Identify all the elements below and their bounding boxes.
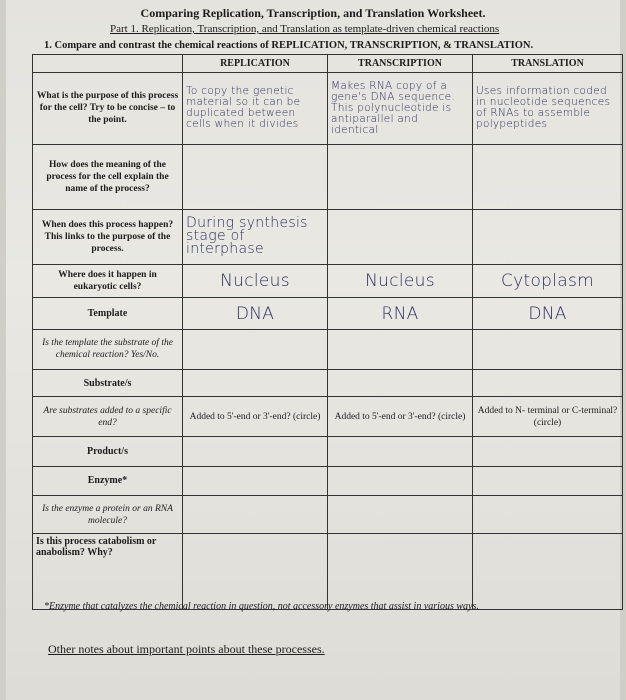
answer-cell[interactable]: DNA	[183, 298, 328, 330]
table-row	[33, 496, 623, 534]
answer-cell[interactable]	[183, 437, 328, 466]
table-header-row	[33, 55, 623, 73]
answer-cell[interactable]	[183, 329, 328, 369]
worksheet-title: Comparing Replication, Transcription, and Translation Worksheet.	[140, 6, 486, 20]
answer-cell[interactable]	[473, 466, 623, 495]
answer-cell[interactable]	[473, 329, 623, 369]
answer-cell[interactable]	[328, 534, 473, 610]
row-question: Are substrates added to a specific end?	[33, 397, 183, 437]
answer-cell[interactable]: RNA	[328, 298, 473, 330]
row-question: When does this process happen? This links to the purpose of the process.	[33, 209, 183, 264]
answer-cell[interactable]	[473, 369, 623, 396]
answer-cell[interactable]	[183, 496, 328, 534]
answer-cell[interactable]	[328, 209, 473, 264]
terminal-choice[interactable]: Added to N- terminal or C-terminal? (circle)	[473, 397, 623, 437]
table-row	[33, 209, 623, 264]
enzyme-footnote: *Enzyme that catalyzes the chemical reaction in question, not accessory enzymes that assist in various ways.	[44, 601, 479, 612]
row-question: Is the template the substrate of the chemical reaction? Yes/No.	[33, 329, 183, 369]
answer-cell[interactable]: DNA	[473, 298, 623, 330]
answer-cell[interactable]	[328, 437, 473, 466]
answer-cell[interactable]	[328, 369, 473, 396]
table-row	[33, 369, 623, 396]
row-question: Is the enzyme a protein or an RNA molecule?	[33, 496, 183, 534]
row-question: Template	[33, 298, 183, 330]
answer-cell[interactable]: Nucleus	[328, 264, 473, 298]
answer-cell[interactable]	[473, 496, 623, 534]
row-question: What is the purpose of this process for the cell? Try to be concise – to the point.	[33, 72, 183, 144]
question-1: 1. Compare and contrast the chemical reactions of REPLICATION, TRANSCRIPTION, & TRANSLATION.	[44, 40, 534, 51]
table-row	[33, 397, 623, 437]
part-heading: Part 1. Replication, Transcription, and Translation as template-driven chemical reactions	[110, 23, 500, 35]
answer-cell[interactable]: Nucleus	[183, 264, 328, 298]
end-choice[interactable]: Added to 5'-end or 3'-end? (circle)	[183, 397, 328, 437]
answer-cell[interactable]: To copy the genetic material so it can be duplicated between cells when it divides	[183, 72, 328, 144]
answer-cell[interactable]: During synthesis stage of interphase	[183, 209, 328, 264]
table-row	[33, 72, 623, 144]
row-question: How does the meaning of the process for the cell explain the name of the process?	[33, 144, 183, 209]
row-question: Is this process catabolism or anabolism? Why?	[33, 534, 183, 610]
table-row	[33, 466, 623, 495]
answer-cell[interactable]	[473, 209, 623, 264]
corner-cell	[33, 55, 183, 73]
end-choice[interactable]: Added to 5'-end or 3'-end? (circle)	[328, 397, 473, 437]
worksheet-page	[6, 0, 620, 700]
row-question: Enzyme*	[33, 466, 183, 495]
table-row	[33, 437, 623, 466]
table-row	[33, 534, 623, 610]
row-question: Where does it happen in eukaryotic cells?	[33, 264, 183, 298]
answer-cell[interactable]	[183, 144, 328, 209]
comparison-table	[32, 54, 623, 610]
other-notes-heading: Other notes about important points about these processes.	[48, 642, 325, 656]
answer-cell[interactable]	[473, 144, 623, 209]
table-row	[33, 264, 623, 298]
answer-cell[interactable]: Uses information coded in nucleotide sequences of RNAs to assemble polypeptides	[473, 72, 623, 144]
table-row	[33, 298, 623, 330]
col-transcription: TRANSCRIPTION	[328, 55, 473, 73]
table-row	[33, 144, 623, 209]
answer-cell[interactable]	[328, 144, 473, 209]
answer-cell[interactable]	[328, 329, 473, 369]
answer-cell[interactable]	[473, 534, 623, 610]
answer-cell[interactable]	[328, 496, 473, 534]
answer-cell[interactable]	[473, 437, 623, 466]
answer-cell[interactable]	[183, 534, 328, 610]
answer-cell[interactable]	[183, 466, 328, 495]
table-row	[33, 329, 623, 369]
answer-cell[interactable]	[328, 466, 473, 495]
answer-cell[interactable]: Cytoplasm	[473, 264, 623, 298]
answer-cell[interactable]	[183, 369, 328, 396]
col-replication: REPLICATION	[183, 55, 328, 73]
answer-cell[interactable]: Makes RNA copy of a gene's DNA sequence. This polynucleotide is antiparallel and identical	[328, 72, 473, 144]
col-translation: TRANSLATION	[473, 55, 623, 73]
row-question: Product/s	[33, 437, 183, 466]
row-question: Substrate/s	[33, 369, 183, 396]
